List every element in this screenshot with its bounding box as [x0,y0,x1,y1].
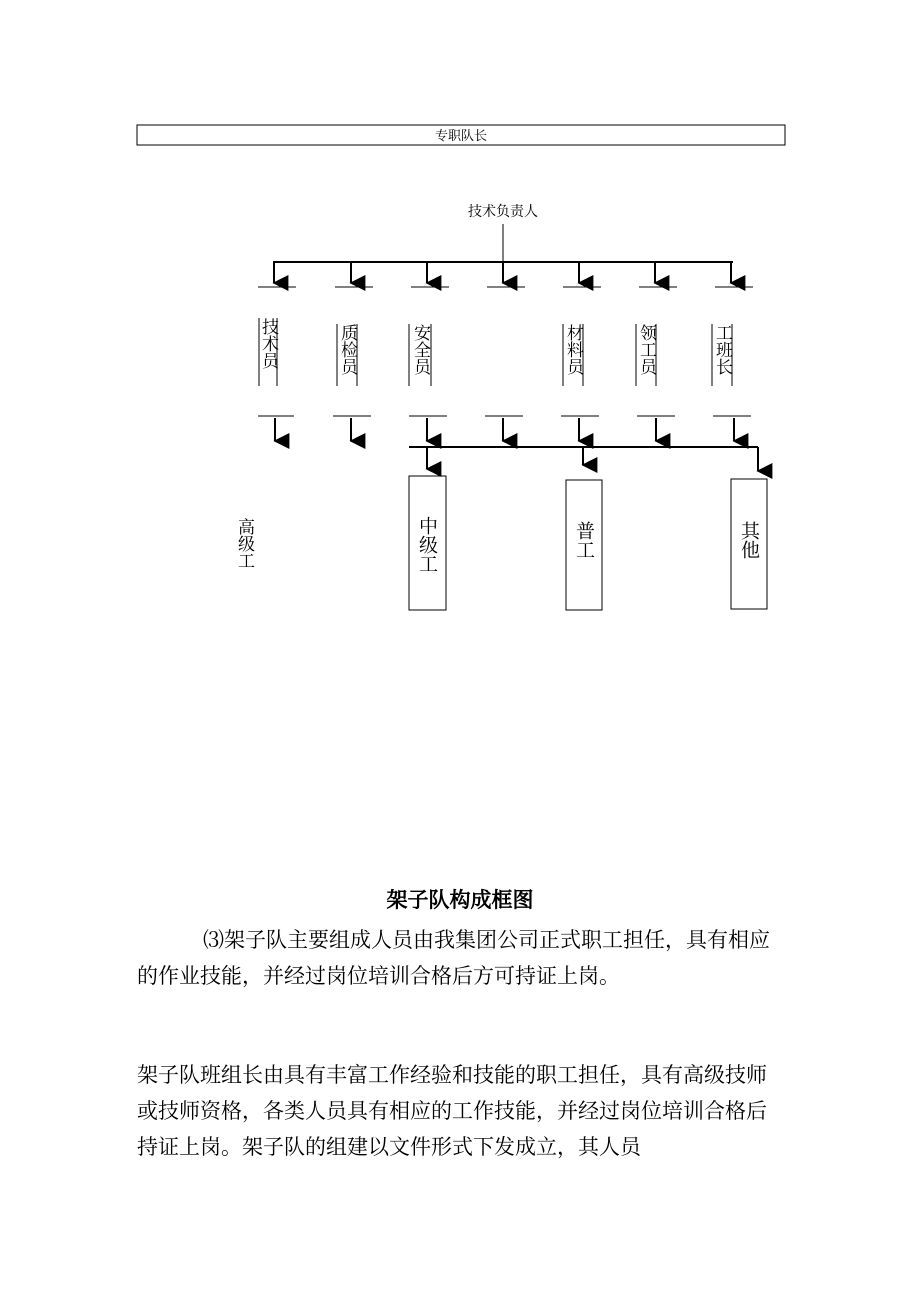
role-quality-inspector-label: 质检员 [337,324,357,375]
role-technician-label: 技术员 [258,318,278,369]
role-quality-inspector [337,324,358,386]
role-material-officer [563,324,584,386]
role-foreman [636,324,657,386]
role-foreman-label: 领工员 [636,324,656,375]
role-arrows [274,262,731,283]
role-safety-officer-label: 安全员 [410,324,430,375]
role-technician [258,318,279,386]
worker-intermediate-label: 中级工 [416,516,438,573]
worker-other-label: 其他 [738,521,760,559]
worker-general [566,480,602,610]
role-team-leader-label: 工班长 [712,324,732,375]
worker-general-label: 普工 [573,521,595,559]
role-team-leader [712,324,733,386]
senior-worker-label: 高级工 [234,518,254,569]
worker-arrows [427,447,758,471]
worker-other [731,479,767,609]
top-box-label: 专职队长 [434,129,488,144]
top-box [137,125,785,145]
role-safety-officer [409,324,431,386]
paragraph-1: ⑶架子队主要组成人员由我集团公司正式职工担任，具有相应的作业技能，并经过岗位培训合格后方可持证上岗。 [137,928,770,989]
figure-caption: 架子队构成框图 [386,888,534,912]
role-output-arrows [275,418,734,441]
role-material-officer-label: 材料员 [563,324,583,375]
paragraph-3: 架子队班组长由具有丰富工作经验和技能的职工担任，具有高级技师或技师资格，各类人员具有相应的工作技能，并经过岗位培训合格后持证上岗。架子队的组建以文件形式下发成立，其人员 [137,1063,767,1160]
worker-intermediate [409,476,446,610]
tech-lead-label: 技术负责人 [468,204,538,220]
